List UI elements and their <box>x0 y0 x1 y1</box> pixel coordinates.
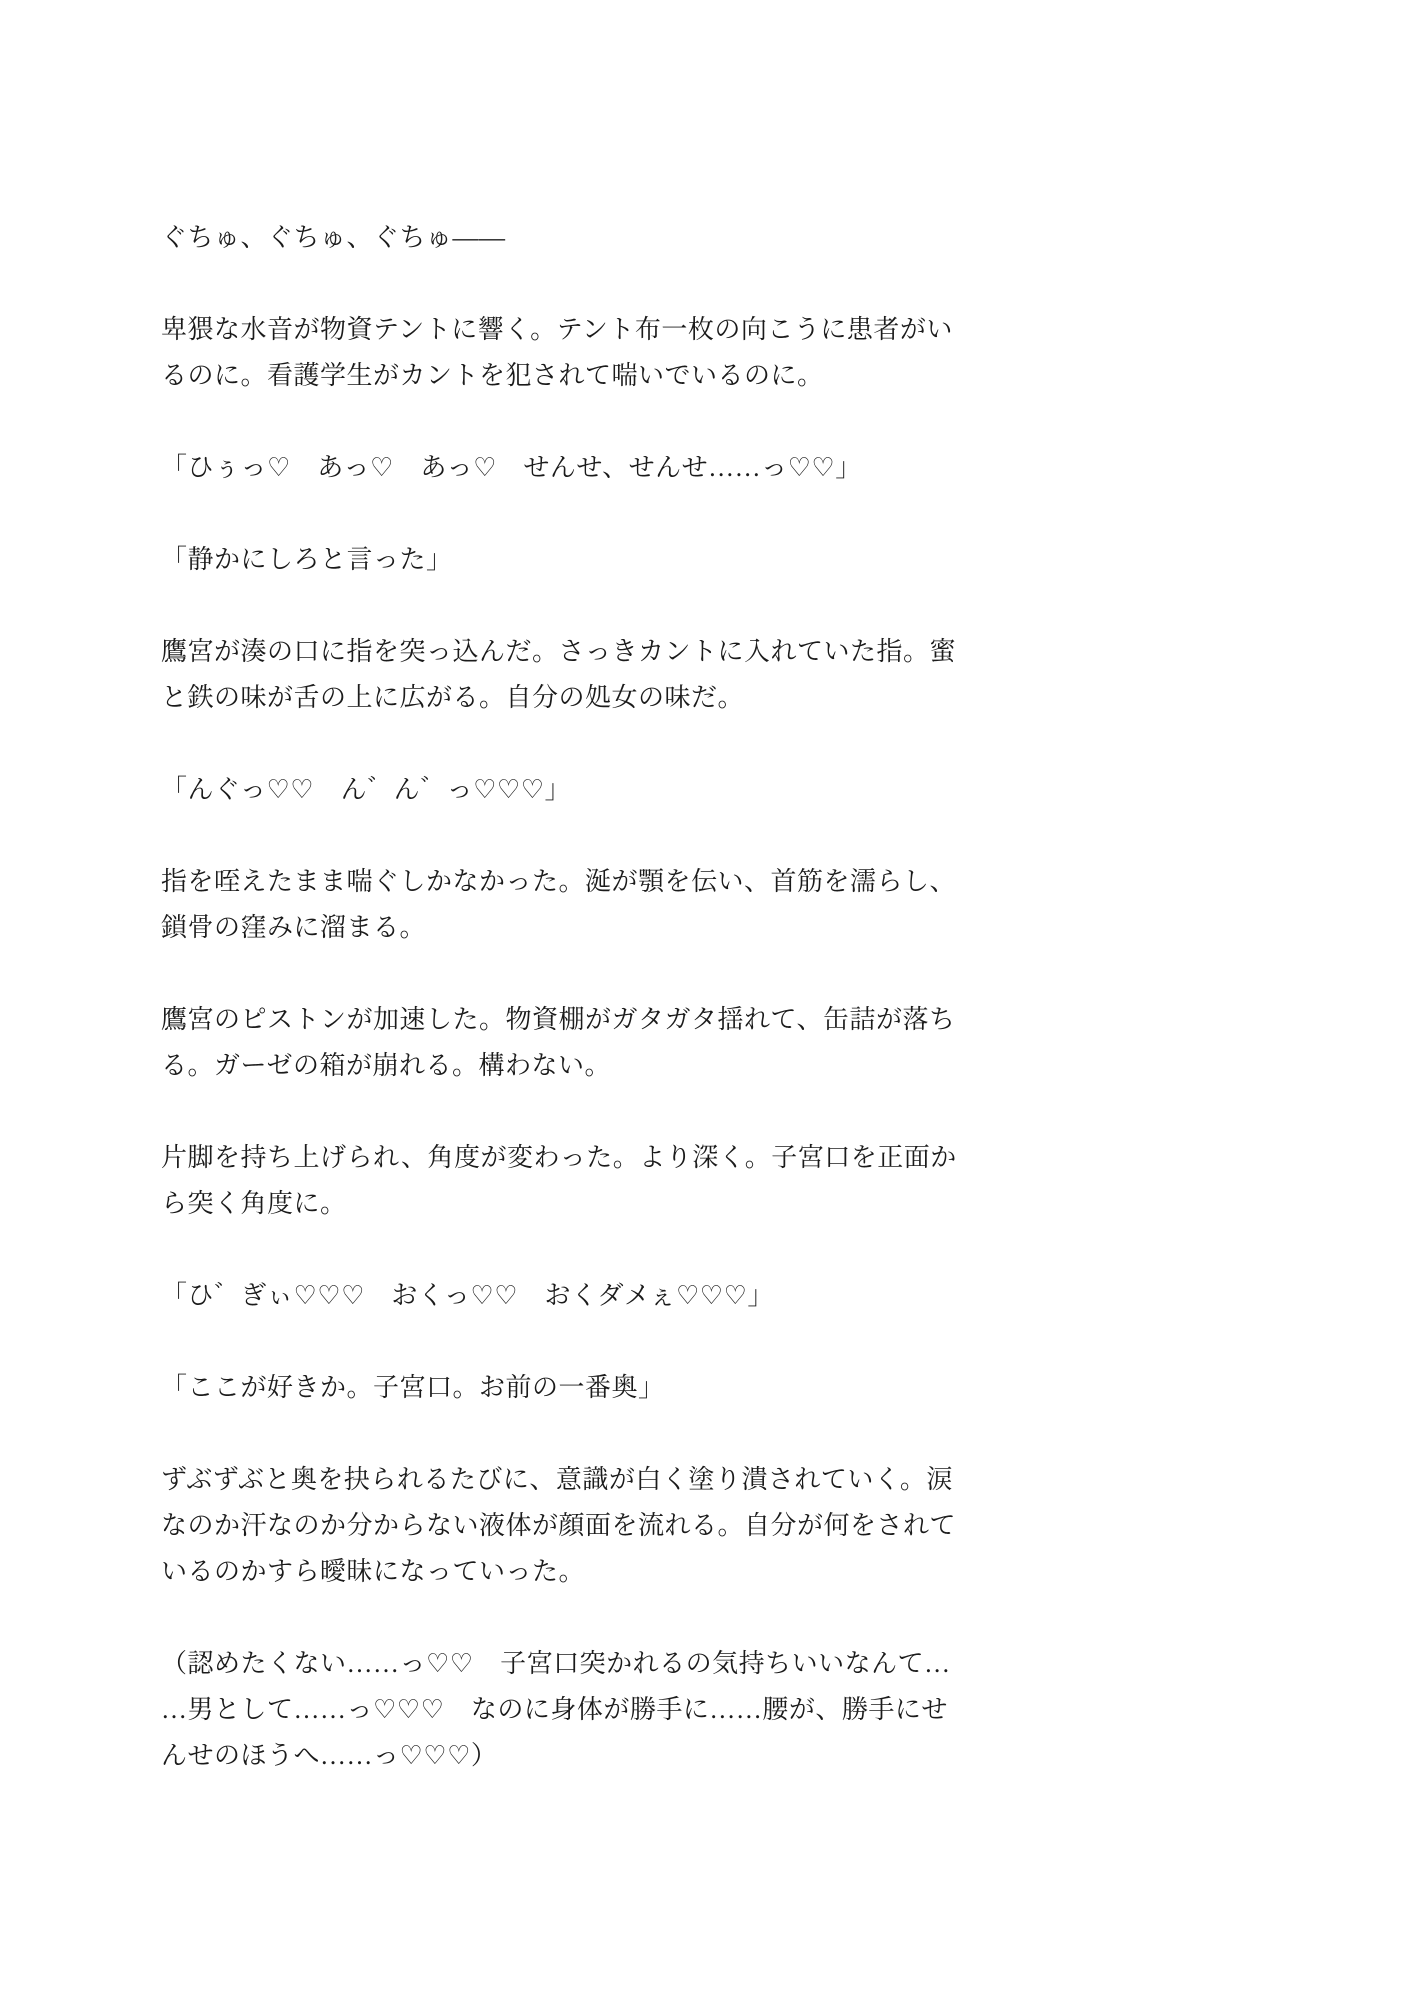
paragraph-dialogue <box>161 767 1355 813</box>
text-line: 片脚を持ち上げられ、角度が変わった。より深く。子宮口を正面か <box>161 1143 957 1172</box>
text-line: 卑猥な水音が物資テントに響く。テント布一枚の向こうに患者がい <box>161 315 953 344</box>
paragraph <box>161 215 1355 261</box>
text-line: 「ここが好きか。子宮口。お前の一番奥」 <box>161 1373 665 1402</box>
paragraph-dialogue <box>161 1273 1355 1319</box>
text-line: 指を咥えたまま喘ぐしかなかった。涎が顎を伝い、首筋を濡らし、 <box>161 867 957 896</box>
text-line: ぐちゅ、ぐちゅ、ぐちゅ―― <box>161 223 506 252</box>
paragraph-dialogue <box>161 445 1355 491</box>
prose-body <box>161 215 1355 1779</box>
text-line: （認めたくない……っ♡♡ 子宮口突かれるの気持ちいいなんて… <box>161 1649 951 1678</box>
paragraph-inner-monologue <box>161 1641 1355 1779</box>
text-line: …男として……っ♡♡♡ なのに身体が勝手に……腰が、勝手にせ <box>161 1695 948 1724</box>
text-line: 鷹宮のピストンが加速した。物資棚がガタガタ揺れて、缶詰が落ち <box>161 1005 956 1034</box>
text-line: ら突く角度に。 <box>161 1189 347 1218</box>
paragraph <box>161 1457 1355 1595</box>
text-line: んせのほうへ……っ♡♡♡） <box>161 1741 498 1770</box>
paragraph <box>161 307 1355 399</box>
text-line: る。ガーゼの箱が崩れる。構わない。 <box>161 1051 611 1080</box>
paragraph-dialogue <box>161 537 1355 583</box>
paragraph <box>161 629 1355 721</box>
paragraph <box>161 997 1355 1089</box>
text-line: ずぶずぶと奥を抉られるたびに、意識が白く塗り潰されていく。涙 <box>161 1465 953 1494</box>
text-line: 鷹宮が湊の口に指を突っ込んだ。さっきカントに入れていた指。蜜 <box>161 637 957 666</box>
paragraph-dialogue <box>161 1365 1355 1411</box>
text-line: なのか汗なのか分からない液体が顔面を流れる。自分が何をされて <box>161 1511 957 1540</box>
text-line: 「んぐっ♡♡ ん゛ん゛っ♡♡♡」 <box>161 775 572 804</box>
text-line: 「ひ゛ぎぃ♡♡♡ おくっ♡♡ おくダメぇ♡♡♡」 <box>161 1281 774 1310</box>
text-line: いるのかすら曖昧になっていった。 <box>161 1557 586 1586</box>
paragraph <box>161 859 1355 951</box>
text-line: 鎖骨の窪みに溜まる。 <box>161 913 427 942</box>
paragraph <box>161 1135 1355 1227</box>
text-line: 「静かにしろと言った」 <box>161 545 453 574</box>
text-line: 「ひぅっ♡ あっ♡ あっ♡ せんせ、せんせ……っ♡♡」 <box>161 453 862 482</box>
text-line: と鉄の味が舌の上に広がる。自分の処女の味だ。 <box>161 683 745 712</box>
text-line: るのに。看護学生がカントを犯されて喘いでいるのに。 <box>161 361 824 390</box>
